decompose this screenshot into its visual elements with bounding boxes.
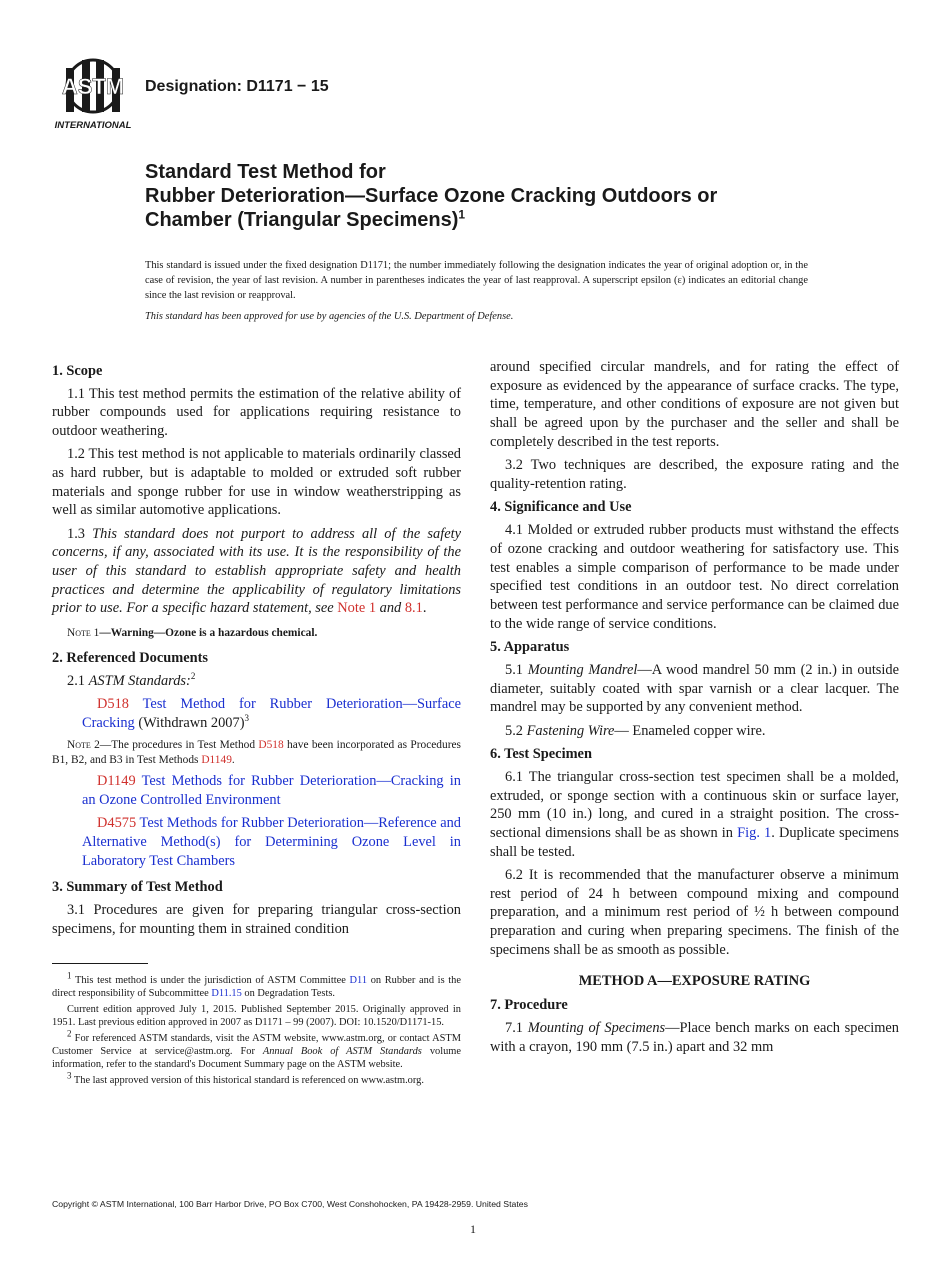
ref-d4575 [52,814,461,870]
note-2-d1149-link[interactable]: D1149 [201,754,232,767]
note-1-link[interactable]: Note 1 [337,600,377,617]
section-7-heading: 7. Procedure [490,997,568,1014]
footnote-1: $^1$ This test method is under the jurisdiction of ASTM Committee D11 on Rubber and is the direct responsibility of Subcommittee D11.15 on Degradation Tests. [52,970,461,1000]
issue-note: This standard is issued under the fixed designation D1171; the number immediately following the designation indicates the year of original adoption or, in the case of revision, the year of last revision. A number in parentheses indicates the year of last reapproval. A superscript epsilon (ε) indicates an editorial change since the last revision or reapproval. [145,260,808,301]
left-column [52,357,461,943]
fig-1-link[interactable]: Fig. 1 [737,825,772,842]
note-2: Note 2—The procedures in Test Method D518 have been incorporated as Procedures B1, B2, and B3 in Test Methods D1149. [52,739,461,767]
para-5-1: 5.1 Mounting Mandrel—A wood mandrel 50 mm (2 in.) in outside diameter, suitably coated with spar varnish or a clear lacquer. The mandrel may be supported by any convenient method. [490,662,899,716]
footnote-2: $^2$ For referenced ASTM standards, visit the ASTM website, www.astm.org, or contact ASTM Customer Service at service@astm.org. For Annual Book of ASTM Standards volume information, refer to the standard's Document Summary page on the ASTM website. [52,1028,461,1071]
method-a-heading: METHOD A—EXPOSURE RATING [578,972,811,989]
title-line-2: Rubber Deterioration—Surface Ozone Cracking Outdoors or [145,185,718,207]
para-4-1: 4.1 Molded or extruded rubber products must withstand the effects of ozone cracking and outdoor weathering for satisfactory use. This test enables a simple comparison of performance to be made under specified test conditions in an outdoor test. No direct correlation between test performance and service performance can be claimed due to the wide range of service conditions. [490,522,899,632]
para-6-2: 6.2 It is recommended that the manufacturer observe a minimum rest period of 24 h between compound mixing and compound preparation, and a minimum rest period of ½ h between compound preparation and curing when preparing specimens. The finish of the specimens shall be as smooth as possible. [490,867,899,958]
para-1-2: 1.2 This test method is not applicable to materials ordinarily classed as hard rubber, but is adaptable to molded or extruded soft rubber materials and sponge rubber for use in window weatherstripping as well as similar automotive applications. [52,446,461,519]
svg-text:INTERNATIONAL: INTERNATIONAL [54,120,132,131]
para-3-1: 3.1 Procedures are given for preparing triangular cross-section specimens, for mounting them in strained condition [52,902,461,937]
para-3-1-continued: around specified circular mandrels, and for rating the effect of exposure as evidenced by the appearance of surface cracks. The type, time, temperature, and other conditions of exposure are not given but shall be agreed upon by the purchaser and the seller and shall be completely described in the test reports. [490,359,899,450]
para-1-1: 1.1 This test method permits the estimation of the relative ability of rubber compounds used for applications requiring resistance to outdoor weathering. [52,385,461,440]
section-6-heading: 6. Test Specimen [490,746,592,763]
committee-d11-link[interactable]: D11 [349,975,368,986]
ref-d4575-title[interactable]: Test Methods for Rubber Deterioration—Reference and Alternative Method(s) for Determining Ozone Level in Laboratory Test Chambers [82,815,462,869]
document-title [145,160,865,232]
title-line-3: Chamber (Triangular Specimens)$^1$ [145,207,466,231]
para-2-1: 2.1 ASTM Standards:$^2$ [67,671,196,689]
ref-d518-title[interactable]: Test Method for Rubber Deterioration—Surface Cracking [82,696,462,731]
note-1: Note 1—Warning—Ozone is a hazardous chemical. [67,627,318,640]
section-1-heading: 1. Scope [52,363,103,379]
designation: Designation: D1171 − 15 [145,78,329,95]
ref-d1149-code[interactable]: D1149 [97,773,136,790]
para-5-2: 5.2 Fastening Wire— Enameled copper wire. [505,722,766,739]
footnote-rule [52,963,148,964]
footnote-3: $^3$ The last approved version of this historical standard is referenced on www.astm.org. [67,1070,424,1086]
para-7-1: 7.1 Mounting of Specimens—Place bench marks on each specimen with a crayon, 190 mm (7.5 in.) apart and 32 mm [490,1020,899,1055]
para-6-1: 6.1 The triangular cross-section test specimen shall be a molded, extruded, or sponge section with a continuous skin or surface layer, 250 mm (10 in.) long, and cured in a straight position. The cross-sectional dimensions shall be as shown in Fig. 1. Duplicate specimens shall be tested. [490,769,899,860]
para-3-2: 3.2 Two techniques are described, the exposure rating and the quality-retention rating. [490,457,899,492]
approval-note: This standard has been approved for use by agencies of the U.S. Department of Defense. [145,311,514,322]
footnote-1-edition: Current edition approved July 1, 2015. Published September 2015. Originally approved in 1951. Last previous edition approved in 2007 as D1171 – 99 (2007). DOI: 10.1520/D1171-15. [52,1003,461,1029]
right-column [490,358,899,1061]
section-2-heading: 2. Referenced Documents [52,650,208,667]
ref-d1149-title[interactable]: Test Methods for Rubber Deterioration—Cracking in an Ozone Controlled Environment [82,773,461,809]
footnotes [52,970,461,1089]
para-1-3: 1.3 This standard does not purport to address all of the safety concerns, if any, associated with its use. It is the responsibility of the user of this standard to establish appropriate safety and health practices and determine the applicability of regulatory limitations prior to use. For a specific hazard statement, see Note 1 and 8.1. [52,525,461,617]
section-5-heading: 5. Apparatus [490,639,570,656]
ref-d1149 [52,772,461,809]
svg-text:ASTM: ASTM [61,74,125,99]
ref-d518: D518 Test Method for Rubber Deterioration—Surface Cracking (Withdrawn 2007)$^3$ [82,696,462,731]
section-4-heading: 4. Significance and Use [490,499,632,516]
page-number: 1 [470,1222,476,1236]
ref-d518-code[interactable]: D518 [97,696,129,713]
note-2-d518-link[interactable]: D518 [258,739,284,752]
ref-d4575-code[interactable]: D4575 [97,815,137,832]
title-line-1: Standard Test Method for [145,161,386,183]
section-8-1-link[interactable]: 8.1 [404,600,423,617]
subcommittee-d11-15-link[interactable]: D11.15 [211,988,242,1000]
astm-logo [52,54,134,132]
section-3-heading: 3. Summary of Test Method [52,879,223,896]
copyright-line: Copyright © ASTM International, 100 Barr Harbor Drive, PO Box C700, West Conshohocken, PA 19428-2959. United States [52,1199,528,1209]
title-footnote-marker: 1 [458,207,466,222]
